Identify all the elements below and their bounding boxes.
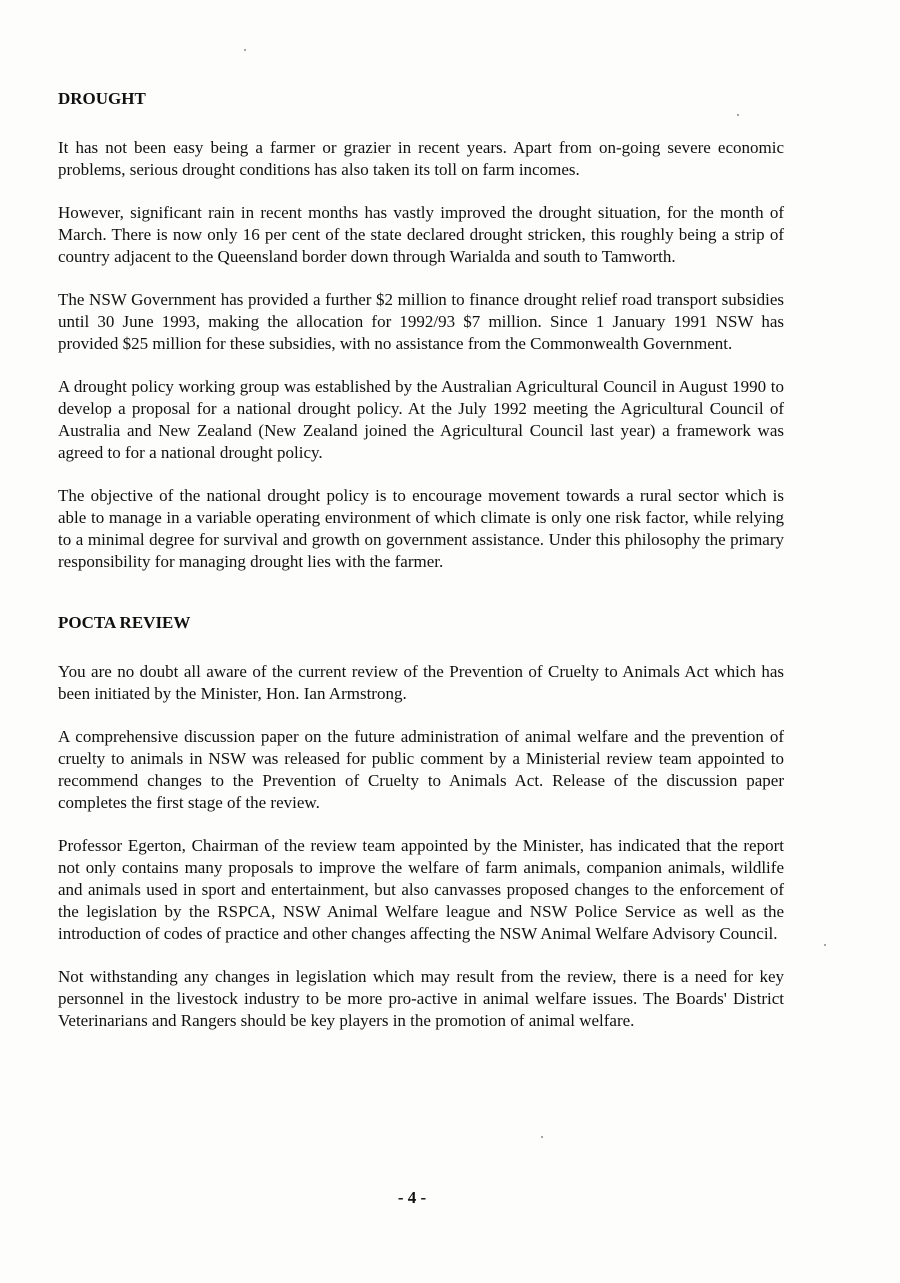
paragraph: The NSW Government has provided a further $2 million to finance drought relief road transport subsidies until 30 June 1993, making the allocation for 1992/93 $7 million. Since 1 January 1991 NSW has provided $25 million for these subsidies, with no assistance from the Commonwealth Government. xyxy=(58,290,784,353)
section-heading: POCTA REVIEW xyxy=(58,613,191,632)
paragraph: Professor Egerton, Chairman of the review team appointed by the Minister, has indicated that the report not only contains many proposals to improve the welfare of farm animals, companion animals, wildlife and animals used in sport and entertainment, but also canvasses proposed changes to the enforcement of the legislation by the RSPCA, NSW Animal Welfare league and NSW Police Service as well as the introduction of codes of practice and other changes affecting the NSW Animal Welfare Advisory Council. xyxy=(58,836,784,943)
paragraph: A comprehensive discussion paper on the future administration of animal welfare and the prevention of cruelty to animals in NSW was released for public comment by a Ministerial review team appointed to recommend changes to the Prevention of Cruelty to Animals Act. Release of the discussion paper completes the first stage of the review. xyxy=(58,727,784,812)
paragraph: You are no doubt all aware of the current review of the Prevention of Cruelty to Animals Act which has been initiated by the Minister, Hon. Ian Armstrong. xyxy=(58,662,784,703)
scan-speck xyxy=(244,49,246,51)
page-number: - 4 - xyxy=(397,1188,427,1207)
section-pocta-review xyxy=(58,612,784,1032)
paragraph: However, significant rain in recent months has vastly improved the drought situation, for the month of March. There is now only 16 per cent of the state declared drought stricken, this roughly being a strip of country adjacent to the Queensland border down through Warialda and south to Tamworth. xyxy=(58,203,784,266)
section-drought xyxy=(58,88,784,573)
document-body xyxy=(58,88,784,1032)
paragraph: It has not been easy being a farmer or grazier in recent years. Apart from on-going severe economic problems, serious drought conditions has also taken its toll on farm incomes. xyxy=(58,138,784,179)
section-heading: DROUGHT xyxy=(58,89,146,108)
paragraph: The objective of the national drought policy is to encourage movement towards a rural sector which is able to manage in a variable operating environment of which climate is only one risk factor, while relying to a minimal degree for survival and growth on government assistance. Under this philosophy the primary responsibility for managing drought lies with the farmer. xyxy=(58,486,784,571)
scan-speck xyxy=(541,1136,543,1138)
scan-speck xyxy=(737,114,739,116)
paragraph: A drought policy working group was established by the Australian Agricultural Council in August 1990 to develop a proposal for a national drought policy. At the July 1992 meeting the Agricultural Council of Australia and New Zealand (New Zealand joined the Agricultural Council last year) a framework was agreed to for a national drought policy. xyxy=(58,377,784,462)
paragraph: Not withstanding any changes in legislation which may result from the review, there is a need for key personnel in the livestock industry to be more pro-active in animal welfare issues. The Boards' District Veterinarians and Rangers should be key players in the promotion of animal welfare. xyxy=(58,967,784,1030)
scan-speck xyxy=(824,944,826,946)
